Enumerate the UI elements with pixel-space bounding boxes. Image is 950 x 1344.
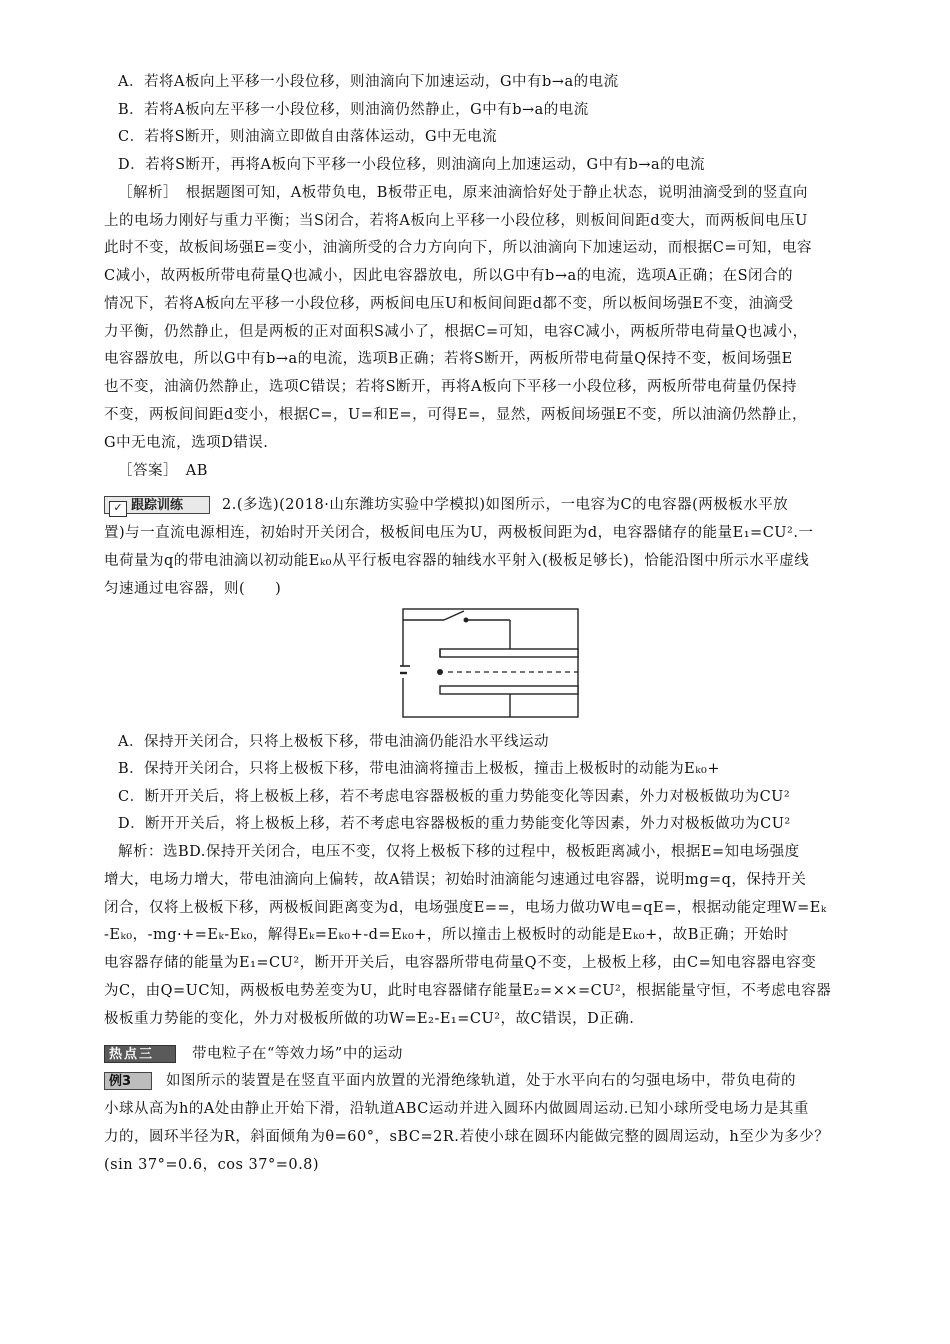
option-b-q1: B．若将A板向左平移一小段位移，则油滴仍然静止，G中有b→a的电流 bbox=[118, 102, 589, 118]
answer1: ［答案］ AB bbox=[118, 463, 208, 479]
hot-topic-badge: 热点三 bbox=[104, 1045, 176, 1063]
option-d-q2: D．断开开关后，将上极板上移，若不考虑电容器极板的重力势能变化等因素，外力对极板做功为CU² bbox=[118, 816, 791, 832]
analysis2-line: 解析：选BD.保持开关闭合，电压不变，仅将上极板下移的过程中，极板距离减小，根据E=知电场强度 bbox=[118, 844, 800, 860]
option-c-q2: C．断开开关后，将上极板上移，若不考虑电容器极板的重力势能变化等因素，外力对极板做功为CU² bbox=[118, 789, 791, 805]
analysis1-line: 力平衡，仍然静止，但是两板的正对面积S减小了，根据C=可知，电容C减小，两板所带电荷量Q也减小， bbox=[104, 324, 808, 340]
example3-line: (sin 37°=0.6，cos 37°=0.8) bbox=[104, 1157, 320, 1173]
analysis1-line: C减小，故两板所带电荷量Q也减小，因此电容器放电，所以G中有b→a的电流，选项A正确；在S闭合的 bbox=[104, 268, 794, 284]
analysis1-line: G中无电流，选项D错误. bbox=[104, 435, 269, 451]
option-c-q1: C．若将S断开，则油滴立即做自由落体运动，G中无电流 bbox=[118, 129, 498, 145]
question2-line: 电荷量为q的带电油滴以初动能Eₖ₀从平行板电容器的轴线水平射入(极板足够长)，恰能沿图中所示水平虚线 bbox=[104, 553, 810, 569]
analysis1-line: 不变，两板间间距d变小，根据C=，U=和E=，可得E=，显然，两板间场强E不变，所以油滴仍然静止， bbox=[104, 407, 807, 423]
example-badge: 例3 bbox=[104, 1072, 152, 1090]
example3-line: 力的，圆环半径为R，斜面倾角为θ=60°，sBC=2R.若使小球在圆环内能做完整的圆周运动，h至少为多少？ bbox=[104, 1129, 830, 1145]
analysis2-line: -Eₖ₀，-mg·+=Eₖ-Eₖ₀，解得Eₖ=Eₖ₀+-d=Eₖ₀+，所以撞击上极板时的动能是Eₖ₀+，故B正确；开始时 bbox=[104, 927, 789, 943]
question2-line: 匀速通过电容器，则( ) bbox=[104, 581, 282, 597]
analysis1-line: ［解析］ 根据题图可知，A板带负电，B板带正电，原来油滴恰好处于静止状态，说明油滴受到的竖直向 bbox=[118, 185, 808, 201]
analysis1-line: 上的电场力刚好与重力平衡；当S闭合，若将A板向上平移一小段位移，则板间间距d变大，而两板间电压U bbox=[104, 213, 808, 229]
analysis1-line: 电容器放电，所以G中有b→a的电流，选项B正确；若将S断开，两板所带电荷量Q保持不变，板间场强E bbox=[104, 351, 793, 367]
option-d-q1: D．若将S断开，再将A板向下平移一小段位移，则油滴向上加速运动，G中有b→a的电流 bbox=[118, 157, 706, 173]
option-a-q1: A．若将A板向上平移一小段位移，则油滴向下加速运动，G中有b→a的电流 bbox=[118, 74, 619, 90]
question2-line: 置)与一直流电源相连，初始时开关闭合，极板间电压为U，两极板间距为d，电容器储存的能量E₁=CU².一 bbox=[104, 525, 814, 541]
analysis2-line: 电容器存储的能量为E₁=CU²，断开开关后，电容器所带电荷量Q不变，上极板上移，由C=知电容器电容变 bbox=[104, 955, 817, 971]
analysis1-line: 情况下，若将A板向左平移一小段位移，两板间电压U和板间间距d都不变，所以板间场强E不变，油滴受 bbox=[104, 296, 794, 312]
track-training-badge: ✓ 跟踪训练 bbox=[104, 496, 210, 514]
analysis2-line: 闭合，仅将上极板下移，两极板间距离变为d，电场强度E==，电场力做功W电=qE=，根据动能定理W=Eₖ bbox=[104, 900, 827, 916]
analysis1-line: 也不变，油滴仍然静止，选项C错误；若将S断开，再将A板向下平移一小段位移，两板所带电荷量仍保持 bbox=[104, 379, 797, 395]
example3-line: 如图所示的装置是在竖直平面内放置的光滑绝缘轨道，处于水平向右的匀强电场中，带负电荷的 bbox=[166, 1073, 796, 1089]
question2-line: 2.(多选)(2018·山东潍坊实验中学模拟)如图所示，一电容为C的电容器(两极板水平放 bbox=[222, 497, 789, 513]
analysis2-line: 为C，由Q=UC知，两极板电势差变为U，此时电容器储存能量E₂=××=CU²，根据能量守恒，不考虑电容器 bbox=[104, 983, 832, 999]
section-title: 带电粒子在“等效力场”中的运动 bbox=[192, 1046, 403, 1062]
capacitor-circuit-figure bbox=[400, 606, 582, 720]
analysis2-line: 极板重力势能的变化，外力对极板所做的功W=E₂-E₁=CU²，故C错误，D正确. bbox=[104, 1011, 635, 1027]
analysis1-line: 此时不变，故板间场强E=变小，油滴所受的合力方向向下，所以油滴向下加速运动，而根据C=可知，电容 bbox=[104, 240, 812, 256]
example3-line: 小球从高为h的A处由静止开始下滑，沿轨道ABC运动并进入圆环内做圆周运动.已知小球所受电场力是其重 bbox=[104, 1101, 809, 1117]
option-a-q2: A．保持开关闭合，只将上极板下移，带电油滴仍能沿水平线运动 bbox=[118, 734, 549, 750]
checkmark-icon: ✓ bbox=[109, 501, 127, 517]
option-b-q2: B．保持开关闭合，只将上极板下移，带电油滴将撞击上极板，撞击上极板时的动能为Eₖ₀+ bbox=[118, 761, 720, 777]
analysis2-line: 增大，电场力增大，带电油滴向上偏转，故A错误；初始时油滴能匀速通过电容器，说明mg=q，保持开关 bbox=[104, 872, 807, 888]
